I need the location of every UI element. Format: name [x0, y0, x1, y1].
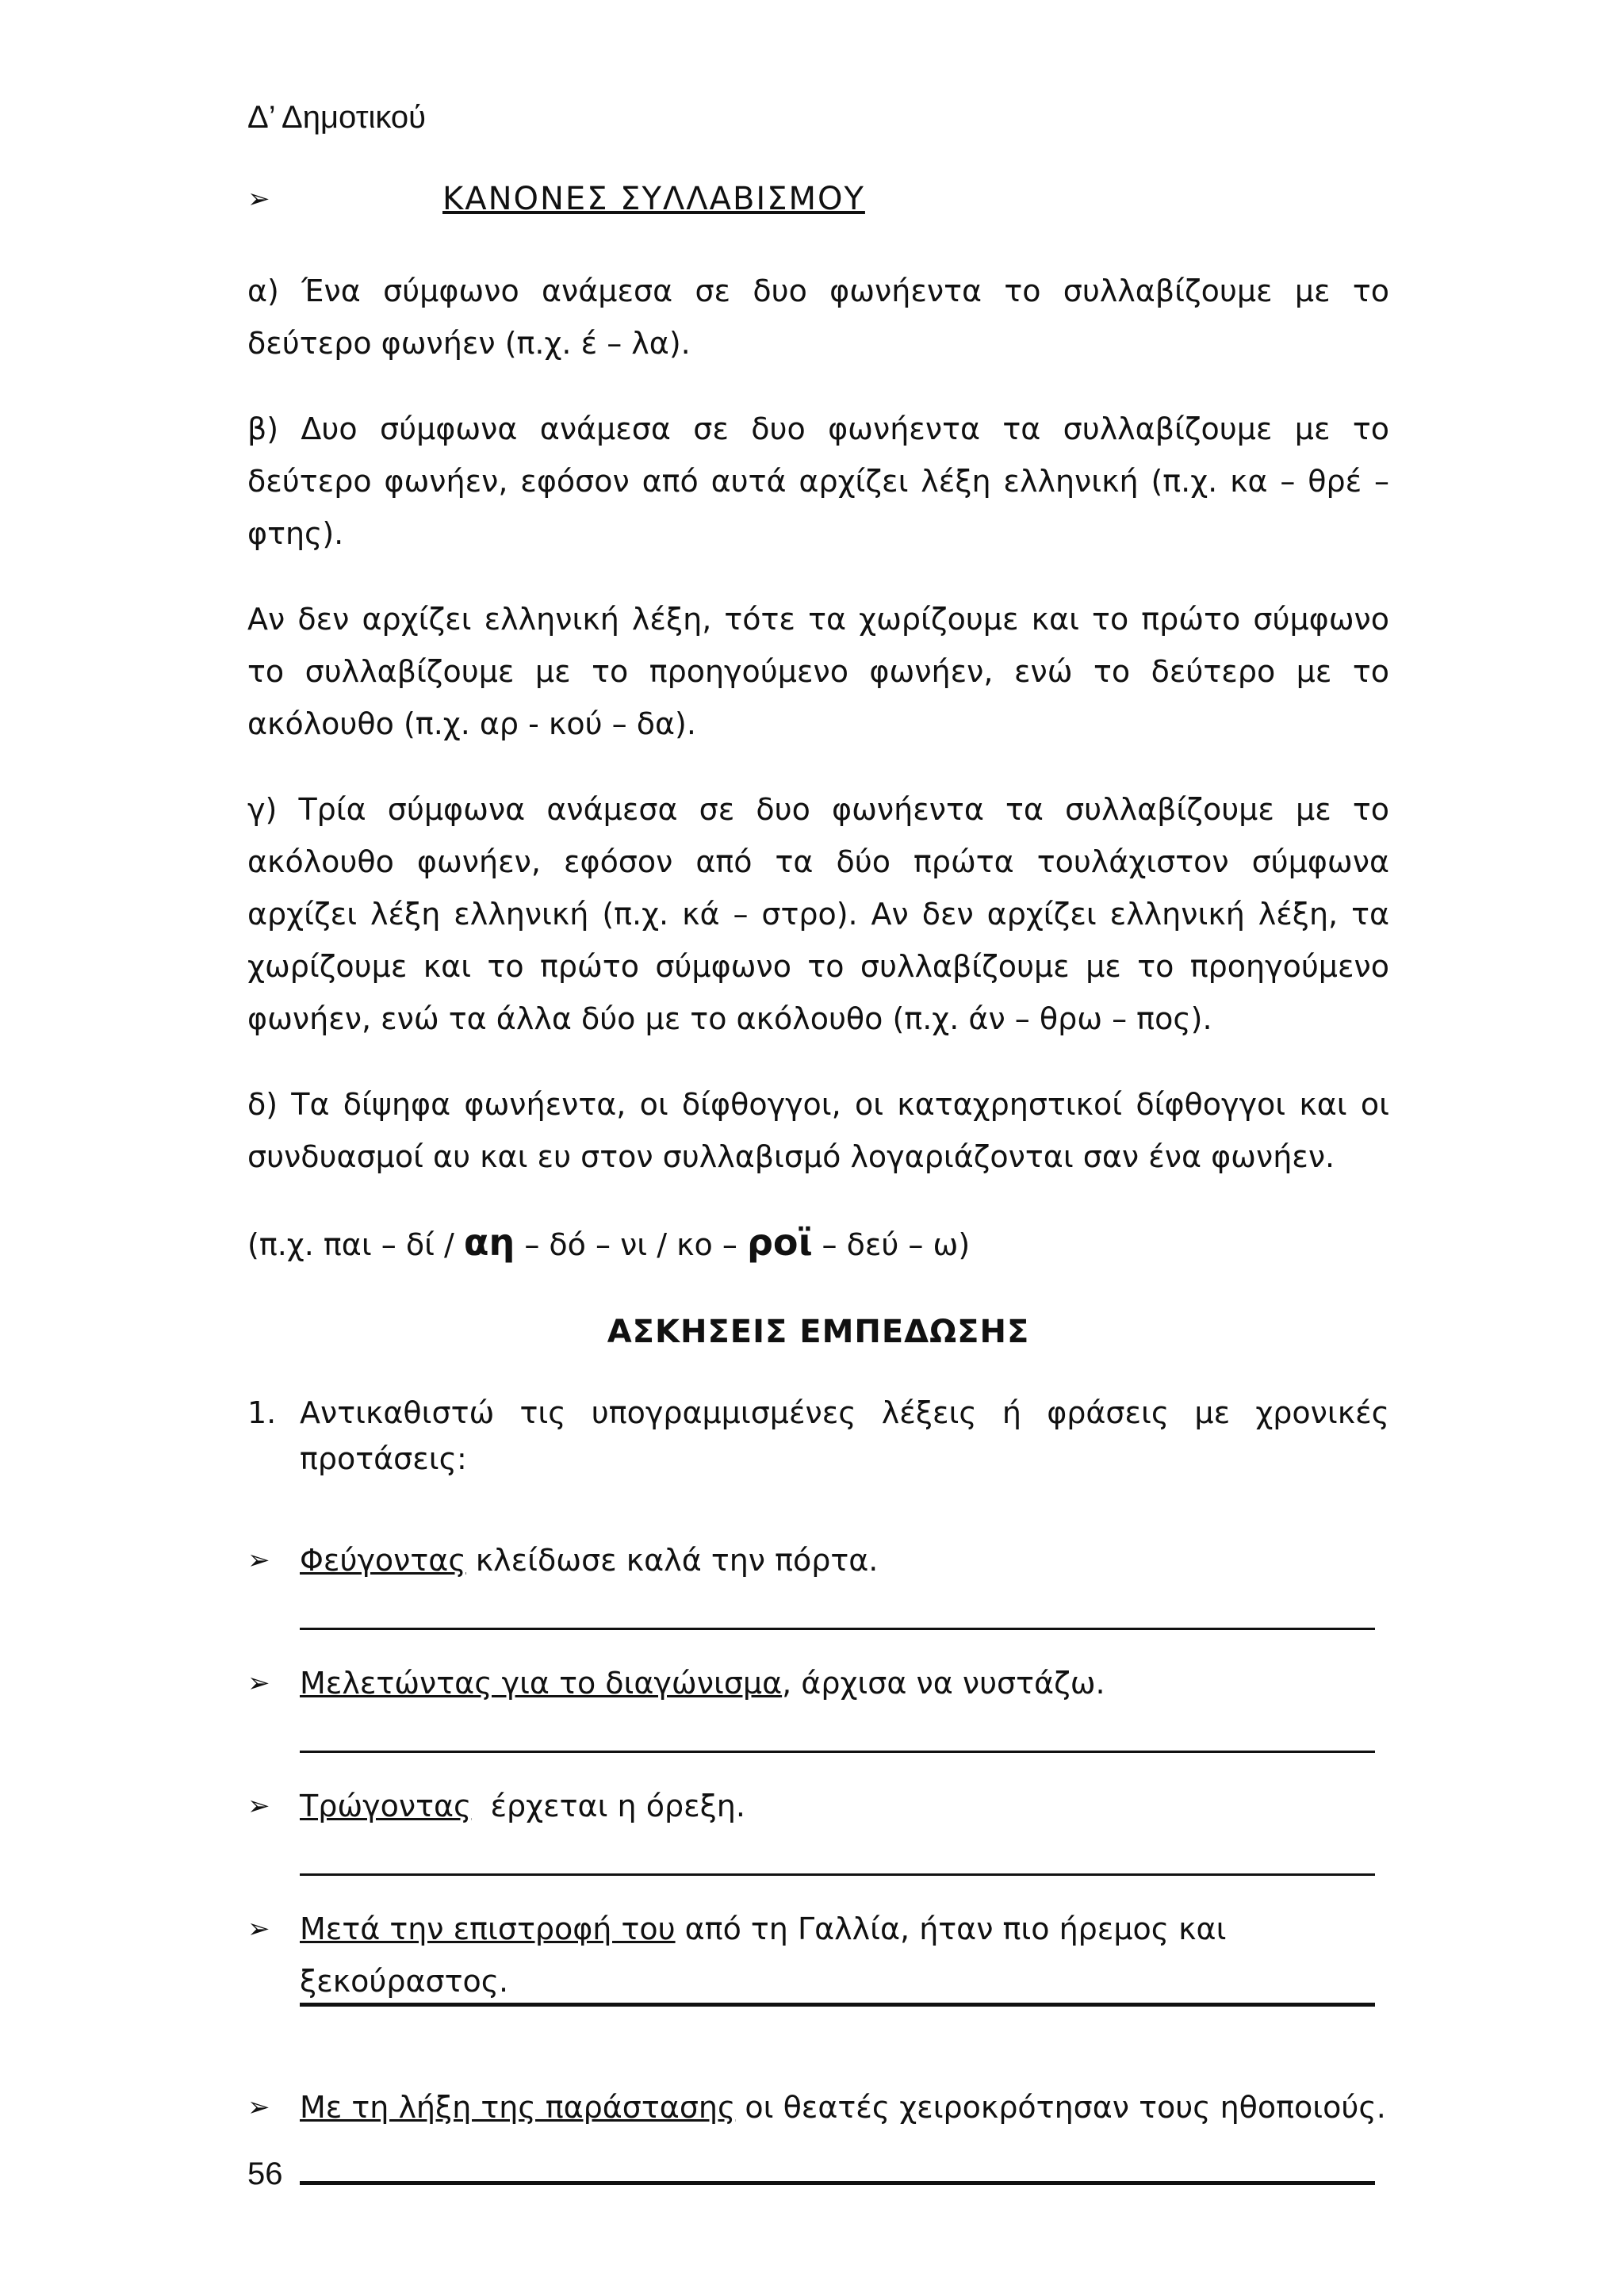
exercise-task [247, 1390, 1389, 1482]
item-text: από τη Γαλλία, ήταν πιο ήρεμος και ξεκούραστος. [300, 1911, 1227, 1999]
item-text: , άρχισα να νυστάζω. [782, 1666, 1105, 1701]
arrow-bullet-icon: ➢ [247, 183, 270, 215]
page-number: 56 [247, 2156, 283, 2191]
underlined-phrase: Τρώγοντας [300, 1789, 472, 1823]
example-text: (π.χ. παι – δί / [247, 1227, 464, 1262]
rule-delta-examples [247, 1216, 1389, 1271]
rule-gamma: γ) Τρία σύμφωνα ανάμεσα σε δυο φωνήεντα τα συλλαβίζουμε με το ακόλουθο φωνήεν, εφόσον από τα δύο πρώτα τουλάχιστον σύμφωνα αρχίζει λέξη ελληνική (π.χ. κά – στρο). Αν δεν αρχίζει ελληνική λέξη, τα χωρίζουμε και το πρώτο σύμφωνο το συλλαβίζουμε με το προηγούμενο φωνήεν, ενώ τα άλλα δύο με το ακόλουθο (π.χ. άν – θρω – πος). [247, 792, 1389, 1036]
rule-beta: β) Δυο σύμφωνα ανάμεσα σε δυο φωνήεντα τα συλλαβίζουμε με το δεύτερο φωνήεν, εφόσον από αυτά αρχίζει λέξη ελληνική (π.χ. κα – θρέ – φτης). [247, 411, 1389, 551]
grade-header: Δ’ Δημοτικού [247, 100, 427, 135]
exercise-item [247, 2081, 1389, 2133]
section-title-row [247, 173, 1389, 228]
arrow-bullet-icon: ➢ [247, 1667, 270, 1699]
underlined-phrase: Φεύγοντας [300, 1543, 466, 1578]
arrow-bullet-icon: ➢ [247, 1544, 270, 1576]
rule-beta-exception: Αν δεν αρχίζει ελληνική λέξη, τότε τα χωρίζουμε και το πρώτο σύμφωνο το συλλαβίζουμε με το προηγούμενο φωνήεν, ενώ το δεύτερο με το ακόλουθο (π.χ. αρ - κού – δα). [247, 602, 1389, 741]
underlined-phrase: Με τη λήξη της παράστασης [300, 2090, 736, 2125]
task-number: 1. [247, 1395, 277, 1430]
item-text: κλείδωσε καλά την πόρτα. [465, 1543, 879, 1578]
example-text: – δεύ – ω) [812, 1227, 971, 1262]
example-text: – δό – νι / κο – [515, 1227, 747, 1262]
exercises-heading: ΑΣΚΗΣΕΙΣ ΕΜΠΕΔΩΣΗΣ [607, 1314, 1030, 1350]
arrow-bullet-icon: ➢ [247, 1913, 270, 1945]
rule-delta: δ) Τα δίψηφα φωνήεντα, οι δίφθογγοι, οι καταχρηστικοί δίφθογγοι και οι συνδυασμοί αυ και ευ στον συλλαβισμό λογαριάζονται σαν ένα φωνήεν. [247, 1087, 1389, 1174]
section-title: ΚΑΝΟΝΕΣ ΣΥΛΛΑΒΙΣΜΟΥ [442, 181, 865, 217]
page-content [247, 173, 1389, 2185]
underlined-phrase: Μετά την επιστροφή του [300, 1911, 676, 1946]
item-text: έρχεται η όρεξη. [471, 1789, 745, 1823]
task-instructions: Αντικαθιστώ τις υπογραμμισμένες λέξεις ή φράσεις με χρονικές προτάσεις: [300, 1395, 1389, 1476]
example-bold: αη [463, 1221, 515, 1264]
answer-line[interactable] [300, 2181, 1375, 2185]
exercise-item [247, 1903, 1389, 1999]
arrow-bullet-icon: ➢ [247, 2091, 270, 2123]
item-text: οι θεατές χειροκρότησαν τους ηθοποιούς. [735, 2090, 1386, 2125]
exercise-item [247, 1534, 1389, 1586]
example-bold: ροϊ [746, 1221, 813, 1264]
exercise-item [247, 1780, 1389, 1832]
exercise-item [247, 1657, 1389, 1709]
underlined-phrase: Μελετώντας για το διαγώνισμα [300, 1666, 783, 1701]
rule-alpha: α) Ένα σύμφωνο ανάμεσα σε δυο φωνήεντα το συλλαβίζουμε με το δεύτερο φωνήεν (π.χ. έ – λα). [247, 274, 1389, 361]
arrow-bullet-icon: ➢ [247, 1790, 270, 1822]
